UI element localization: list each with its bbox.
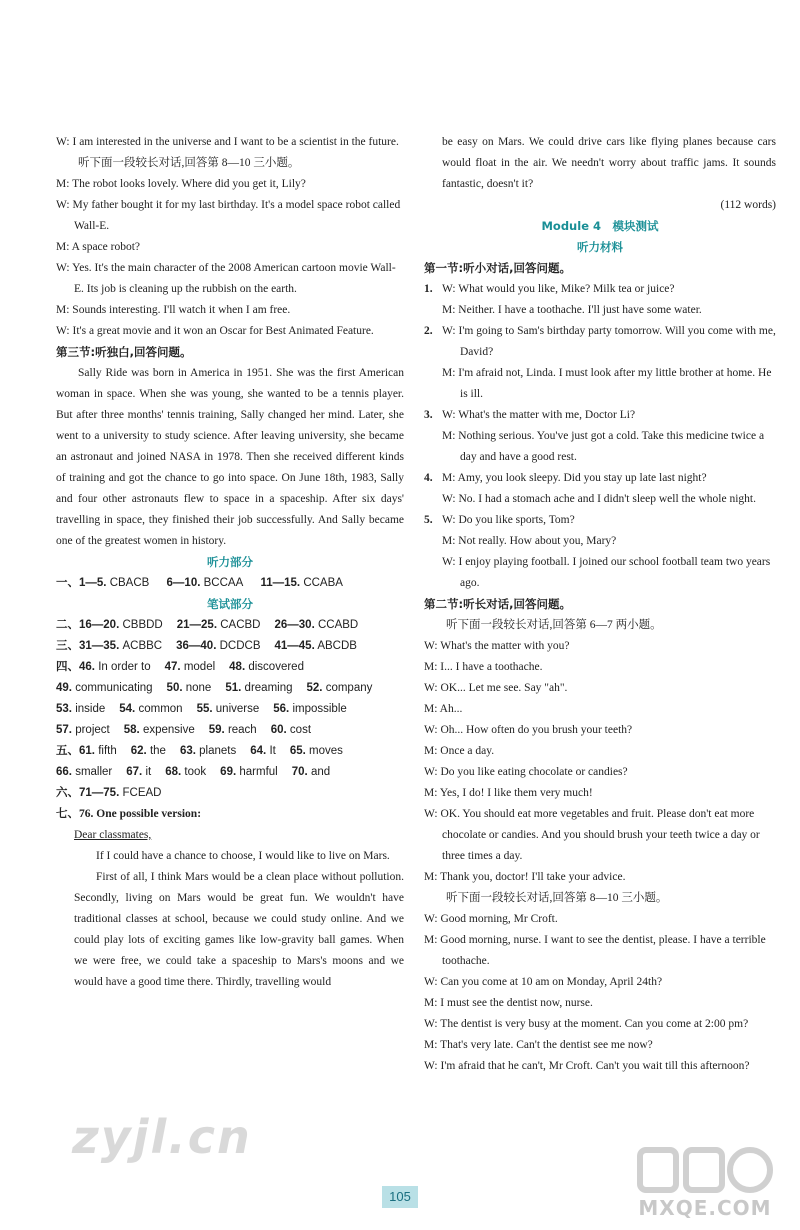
letter-paragraph-1: If I could have a chance to choose, I would like to live on Mars. [96, 850, 390, 862]
dialog-line [424, 930, 776, 972]
ans-label: 55. [196, 703, 213, 715]
dialog-text: That's very late. Can't the dentist see me now? [440, 1039, 653, 1051]
short-dialog-line [424, 426, 776, 468]
ans-value: the [149, 745, 166, 757]
dialog-line [424, 804, 776, 867]
speaker-label: M: [56, 178, 70, 190]
ans-label: 62. [130, 745, 147, 757]
ans-value: it [145, 766, 152, 778]
speaker-label: M: [442, 472, 456, 484]
ans-label: 21—25. [176, 619, 218, 631]
speaker-label: W: [56, 325, 70, 337]
dialog-line [424, 972, 776, 993]
dialog-text: A space robot? [71, 241, 141, 253]
dialog-line [424, 657, 776, 678]
dialog-text: I'm going to Sam's birthday party tomorrow. Will you come with me, David? [458, 325, 776, 358]
instruction-6-7: 听下面一段较长对话,回答第 6—7 两小题。 [446, 619, 662, 631]
ans-value: CCABD [317, 619, 359, 631]
short-dialog-line [424, 531, 776, 552]
ans-value: model [183, 661, 216, 673]
ans-value: smaller [75, 766, 113, 778]
dialog-line [424, 909, 776, 930]
short-dialog-line [424, 552, 776, 594]
ans-label: 41—45. [274, 640, 315, 652]
answer-row [56, 699, 404, 720]
short-dialog-line [424, 363, 776, 405]
ans-label: 二、16—20. [56, 619, 120, 631]
ans-label: 三、31—35. [56, 640, 120, 652]
dialog-text: Nothing serious. You've just got a cold. Take this medicine twice a day and have a good rest. [458, 430, 765, 463]
ans-value: expensive [142, 724, 195, 736]
dialog-line [424, 1035, 776, 1056]
ans-value: It [269, 745, 276, 757]
ans-label: 36—40. [176, 640, 217, 652]
speaker-label: M: [442, 430, 456, 442]
dialog-text: Do you like eating chocolate or candies? [440, 766, 628, 778]
answer-rows [56, 615, 404, 804]
dialog-text: Do you like sports, Tom? [458, 514, 575, 526]
short-dialog-line [424, 405, 776, 426]
answer-row [56, 762, 404, 783]
dialog-b [56, 174, 404, 342]
dialog-text: It's a great movie and it won an Oscar for Best Animated Feature. [72, 325, 374, 337]
dialog-line [424, 699, 776, 720]
ans-value: BCCAA [203, 577, 244, 589]
dialog-text: The robot looks lovely. Where did you get it, Lily? [72, 178, 306, 190]
ans-value: took [184, 766, 207, 778]
speaker-label: M: [424, 661, 438, 673]
speaker-label: W: [442, 556, 456, 568]
speaker-label: W: [442, 283, 456, 295]
dialog-number: 5. [424, 514, 433, 526]
dialog-line [56, 132, 404, 153]
ans-value: CBBDD [122, 619, 163, 631]
ans-label: 68. [165, 766, 182, 778]
ans-label: 四、46. [56, 661, 95, 673]
ans-label: 59. [208, 724, 225, 736]
ans-label: 57. [56, 724, 72, 736]
word-count: (112 words) [720, 199, 776, 211]
dialog-text: No. I had a stomach ache and I didn't sleep well the whole night. [458, 493, 756, 505]
page-number: 105 [382, 1186, 418, 1208]
ans-value: FCEAD [122, 787, 162, 799]
listening-heading: 听力部分 [207, 555, 253, 569]
answer-row [56, 783, 404, 804]
ans-value: ABCDB [317, 640, 357, 652]
speaker-label: W: [442, 409, 456, 421]
dialog-line [424, 678, 776, 699]
speaker-label: M: [442, 535, 456, 547]
short-dialog-line [424, 510, 776, 531]
dialog-line [424, 762, 776, 783]
dialog-number: 1. [424, 283, 433, 295]
dialog-text: Neither. I have a toothache. I'll just have some water. [458, 304, 702, 316]
dialog-line [424, 783, 776, 804]
speaker-label: M: [424, 745, 438, 757]
ans-label: 49. [56, 682, 72, 694]
answer-row [56, 741, 404, 762]
dialog-text: My father bought it for my last birthday. It's a model space robot called Wall-E. [72, 199, 401, 232]
ans-value: dreaming [244, 682, 293, 694]
speaker-label: W: [424, 724, 438, 736]
ans-value: universe [215, 703, 260, 715]
dialog-text: What would you like, Mike? Milk tea or juice? [458, 283, 675, 295]
ans-label: 48. [229, 661, 246, 673]
ans-label: 六、71—75. [56, 787, 120, 799]
speaker-label: W: [424, 682, 438, 694]
short-dialog-line [424, 279, 776, 300]
ans-value: harmful [239, 766, 278, 778]
dialog-text: I am interested in the universe and I want to be a scientist in the future. [72, 136, 399, 148]
watermark-logo-left [72, 1110, 252, 1164]
dialog-number: 2. [424, 325, 433, 337]
dialog-line [56, 300, 404, 321]
ans-label: 64. [250, 745, 267, 757]
speaker-label: W: [424, 1018, 438, 1030]
module-subtitle: 听力材料 [577, 240, 623, 254]
left-column [56, 132, 404, 993]
speaker-label: W: [424, 976, 438, 988]
ans-value: planets [199, 745, 237, 757]
ans-value: company [325, 682, 373, 694]
ans-value: CBACB [109, 577, 150, 589]
dialog-text: Not really. How about you, Mary? [458, 535, 617, 547]
ans-label: 53. [56, 703, 72, 715]
dialog-line [424, 867, 776, 888]
ans-label: 66. [56, 766, 72, 778]
ans-label: 51. [225, 682, 242, 694]
ans-value: none [185, 682, 212, 694]
dialog-line [56, 258, 404, 300]
ans-value: reach [227, 724, 257, 736]
answer-row [56, 720, 404, 741]
ans-label: 47. [164, 661, 181, 673]
watermark-left-text: zyjl.cn [72, 1110, 252, 1164]
dialog-text: I must see the dentist now, nurse. [440, 997, 593, 1009]
dialog-text: What's the matter with me, Doctor Li? [458, 409, 636, 421]
speaker-label: M: [424, 871, 438, 883]
ans-label: 54. [119, 703, 136, 715]
module-title: Module 4 模块测试 [541, 219, 659, 233]
ans-label: 6—10. [166, 577, 201, 589]
ans-value: CCABA [303, 577, 343, 589]
ans-value: ACBBC [122, 640, 163, 652]
short-dialogs [424, 279, 776, 594]
dialog-number: 4. [424, 472, 433, 484]
instruction-8-10-right: 听下面一段较长对话,回答第 8—10 三小题。 [446, 892, 668, 904]
dialog-text: I... I have a toothache. [440, 661, 543, 673]
letter-greeting: Dear classmates, [74, 829, 152, 841]
ans-value: In order to [98, 661, 151, 673]
instruction-8-10: 听下面一段较长对话,回答第 8—10 三小题。 [78, 157, 300, 169]
ans-label: 50. [166, 682, 183, 694]
ans-label: 63. [179, 745, 196, 757]
dialog-text: OK. You should eat more vegetables and fruit. Please don't eat more chocolate or candies. And you should brush your teeth twice a day or three times a day. [440, 808, 760, 862]
dialog-line [56, 174, 404, 195]
dialog-text: Amy, you look sleepy. Did you stay up late last night? [457, 472, 707, 484]
dialog-text: Oh... How often do you brush your teeth? [440, 724, 633, 736]
section-2-title: 第二节:听长对话,回答问题。 [424, 597, 571, 611]
ans-value: project [75, 724, 110, 736]
ans-label: 65. [289, 745, 306, 757]
letter-continuation: be easy on Mars. We could drive cars like flying planes because cars would float in the air. We needn't worry about traffic jams. It sounds fantastic, doesn't it? [442, 136, 776, 190]
monologue-text: Sally Ride was born in America in 1951. She was the first American woman in space. When she was young, she wanted to be a tennis player. But after three months' tennis training, Sally changed her mind. Later, she went to a university to study science. After leaving university, she became an astronaut and joined NASA in 1978. Then she received different kinds of training and got the chance to go into space. On June 18th, 1983, Sally and four other astronauts flew to space in a spaceship. After six days' travelling in space, they finished their job successfully. And Sally became one of the greatest women in history. [56, 367, 404, 547]
dialog-a [56, 132, 404, 153]
dialog-text: Yes. It's the main character of the 2008 American cartoon movie Wall-E. Its job is cleaning up the rubbish on the earth. [72, 262, 396, 295]
speaker-label: M: [424, 934, 438, 946]
dialog-line [424, 636, 776, 657]
ans-value: inside [75, 703, 106, 715]
dialog-line [424, 1056, 776, 1077]
ans-label: 70. [291, 766, 308, 778]
dialog-text: I enjoy playing football. I joined our school football team two years ago. [458, 556, 771, 589]
speaker-label: M: [424, 703, 438, 715]
dialog-line [56, 195, 404, 237]
section-1-title: 第一节:听小对话,回答问题。 [424, 261, 571, 275]
ans-value: and [310, 766, 331, 778]
dialog-text: Sounds interesting. I'll watch it when I am free. [72, 304, 291, 316]
speaker-label: W: [424, 766, 438, 778]
dialog-line [56, 321, 404, 342]
dialog-text: OK... Let me see. Say "ah". [440, 682, 568, 694]
letter-paragraph-2: First of all, I think Mars would be a clean place without pollution. Secondly, living on Mars would be great fun. We wouldn't have traditional classes at school, because we could study online. And we could play lots of exciting games like low-gravity ball games. When we were free, we could take a spaceship to Mars's moons and we would have a good time there. Thirdly, travelling would [74, 871, 404, 988]
speaker-label: W: [424, 1060, 438, 1072]
dialog-line [424, 741, 776, 762]
speaker-label: M: [442, 367, 456, 379]
answer-row [56, 615, 404, 636]
speaker-label: W: [442, 493, 456, 505]
dialog-8-10 [424, 909, 776, 1077]
listening-answers [56, 573, 404, 594]
writing-heading: 笔试部分 [207, 597, 253, 611]
dialog-text: Thank you, doctor! I'll take your advice. [440, 871, 626, 883]
answer-row [56, 657, 404, 678]
speaker-label: M: [56, 241, 70, 253]
ans-label: 56. [273, 703, 290, 715]
dialog-line [56, 237, 404, 258]
ans-label: 11—15. [260, 577, 301, 589]
dialog-text: Yes, I do! I like them very much! [439, 787, 593, 799]
ans-value: CACBD [220, 619, 261, 631]
speaker-label: M: [56, 304, 70, 316]
answer-row [56, 636, 404, 657]
speaker-label: W: [424, 913, 438, 925]
ans-value: common [138, 703, 183, 715]
short-dialog-line [424, 489, 776, 510]
right-column [424, 132, 776, 1077]
speaker-label: M: [424, 787, 438, 799]
speaker-label: W: [424, 640, 438, 652]
ans-label: 26—30. [274, 619, 315, 631]
dialog-line [424, 993, 776, 1014]
dialog-text: What's the matter with you? [440, 640, 570, 652]
ans-label: 60. [270, 724, 287, 736]
dialog-text: I'm afraid that he can't, Mr Croft. Can't you wait till this afternoon? [440, 1060, 750, 1072]
ans-value: cost [289, 724, 312, 736]
dialog-6-7 [424, 636, 776, 888]
ans-value: DCDCB [219, 640, 261, 652]
dialog-text: Ah... [439, 703, 463, 715]
speaker-label: W: [442, 514, 456, 526]
speaker-label: M: [424, 1039, 438, 1051]
dialog-text: I'm afraid not, Linda. I must look after my little brother at home. He is ill. [458, 367, 772, 400]
ans-label: 五、61. [56, 745, 95, 757]
ans-label: 58. [123, 724, 140, 736]
speaker-label: W: [56, 199, 70, 211]
short-dialog-line [424, 468, 776, 489]
speaker-label: W: [424, 808, 438, 820]
ans-value: moves [309, 745, 343, 757]
dialog-text: Can you come at 10 am on Monday, April 24th? [440, 976, 663, 988]
dialog-text: Good morning, nurse. I want to see the dentist, please. I have a terrible toothache. [440, 934, 766, 967]
speaker-label: W: [56, 136, 70, 148]
speaker-label: M: [424, 997, 438, 1009]
dialog-number: 3. [424, 409, 433, 421]
speaker-label: W: [56, 262, 70, 274]
speaker-label: M: [442, 304, 456, 316]
dialog-line [424, 720, 776, 741]
ans-label: 一、1—5. [56, 577, 107, 589]
question-76: 七、76. One possible version: [56, 808, 202, 820]
answer-row [56, 678, 404, 699]
ans-label: 52. [306, 682, 323, 694]
dialog-line [424, 1014, 776, 1035]
ans-label: 69. [220, 766, 237, 778]
section-3-title: 第三节:听独白,回答问题。 [56, 345, 192, 359]
dialog-text: Once a day. [440, 745, 495, 757]
dialog-text: The dentist is very busy at the moment. Can you come at 2:00 pm? [440, 1018, 749, 1030]
dialog-text: Good morning, Mr Croft. [440, 913, 558, 925]
ans-label: 67. [126, 766, 143, 778]
short-dialog-line [424, 321, 776, 363]
ans-value: communicating [75, 682, 153, 694]
ans-value: discovered [248, 661, 304, 673]
speaker-label: W: [442, 325, 456, 337]
short-dialog-line [424, 300, 776, 321]
watermark-right-text: MXQE.COM [638, 1196, 772, 1220]
ans-value: fifth [98, 745, 117, 757]
ans-value: impossible [292, 703, 347, 715]
